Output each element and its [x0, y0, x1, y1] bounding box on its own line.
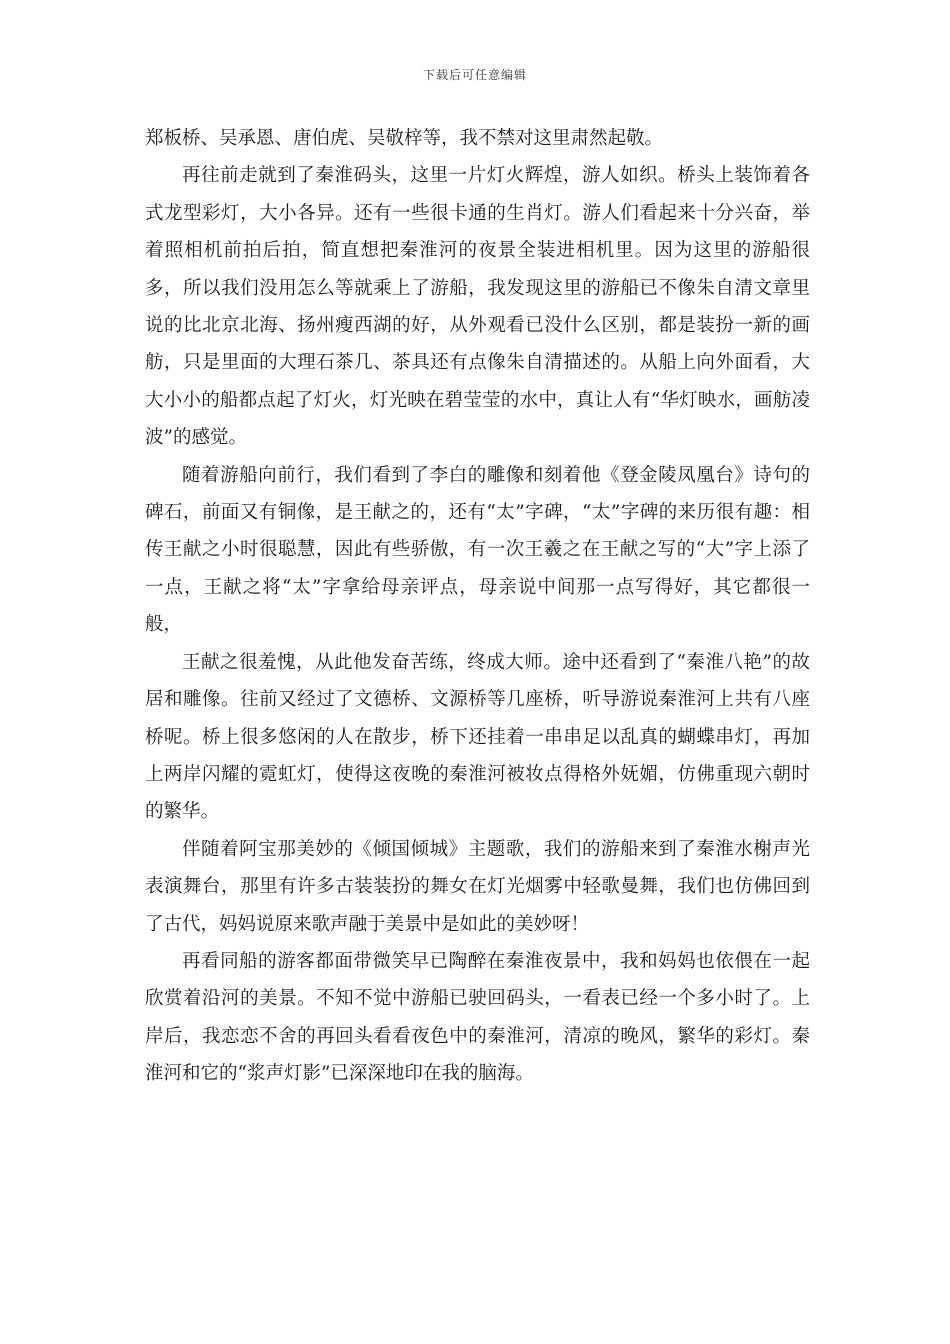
paragraph-stage-show: 伴随着阿宝那美妙的《倾国倾城》主题歌，我们的游船来到了秦淮水榭声光表演舞台，那里有许多古装装扮的舞女在灯光烟雾中轻歌曼舞，我们也仿佛回到了古代，妈妈说原来歌声融于美景中是如此的美妙呀！	[145, 838, 810, 935]
paragraph-continuation: 郑板桥、吴承恩、唐伯虎、吴敬梓等，我不禁对这里肃然起敬。	[145, 128, 664, 149]
paragraph-libai-statue: 随着游船向前行，我们看到了李白的雕像和刻着他《登金陵凤凰台》诗句的碑石，前面又有铜像，是王献之的，还有“太”字碑，“太”字碑的来历很有趣：相传王献之小时很聪慧，因此有些骄傲，有一次王羲之在王献之写的“大”字上添了一点，王献之将“太”字拿给母亲评点，母亲说中间那一点写得好，其它都很一般，	[145, 464, 810, 636]
page-header-note: 下载后可任意编辑	[422, 68, 527, 82]
paragraph-qinhuai-wharf: 再往前走就到了秦淮码头，这里一片灯火辉煌，游人如织。桥头上装饰着各式龙型彩灯，大小各异。还有一些很卡通的生肖灯。游人们看起来十分兴奋，举着照相机前拍后拍，简直想把秦淮河的夜景全装进相机里。因为这里的游船很多，所以我们没用怎么等就乘上了游船，我发现这里的游船已不像朱自清文章里说的比北京北海、扬州瘦西湖的好，从外观看已没什么区别，都是装扮一新的画舫，只是里面的大理石茶几、茶具还有点像朱自清描述的。从船上向外面看，大大小小的船都点起了灯火，灯光映在碧莹莹的水中，真让人有“华灯映水，画舫凌波”的感觉。	[145, 165, 810, 449]
document-body	[145, 120, 810, 1093]
paragraph-return-shore: 再看同船的游客都面带微笑早已陶醉在秦淮夜景中，我和妈妈也依偎在一起欣赏着沿河的美景。不知不觉中游船已驶回码头，一看表已经一个多小时了。上岸后，我恋恋不舍的再回头看看夜色中的秦淮河，清凉的晚风，繁华的彩灯。秦淮河和它的“浆声灯影”已深深地印在我的脑海。	[145, 950, 810, 1085]
paragraph-wang-xianzhi: 王献之很羞愧，从此他发奋苦练，终成大师。途中还看到了“秦淮八艳”的故居和雕像。往前又经过了文德桥、文源桥等几座桥，听导游说秦淮河上共有八座桥呢。桥上很多悠闲的人在散步，桥下还挂着一串串足以乱真的蝴蝶串灯，再加上两岸闪耀的霓虹灯，使得这夜晚的秦淮河被妆点得格外妩媚，仿佛重现六朝时的繁华。	[145, 651, 810, 823]
